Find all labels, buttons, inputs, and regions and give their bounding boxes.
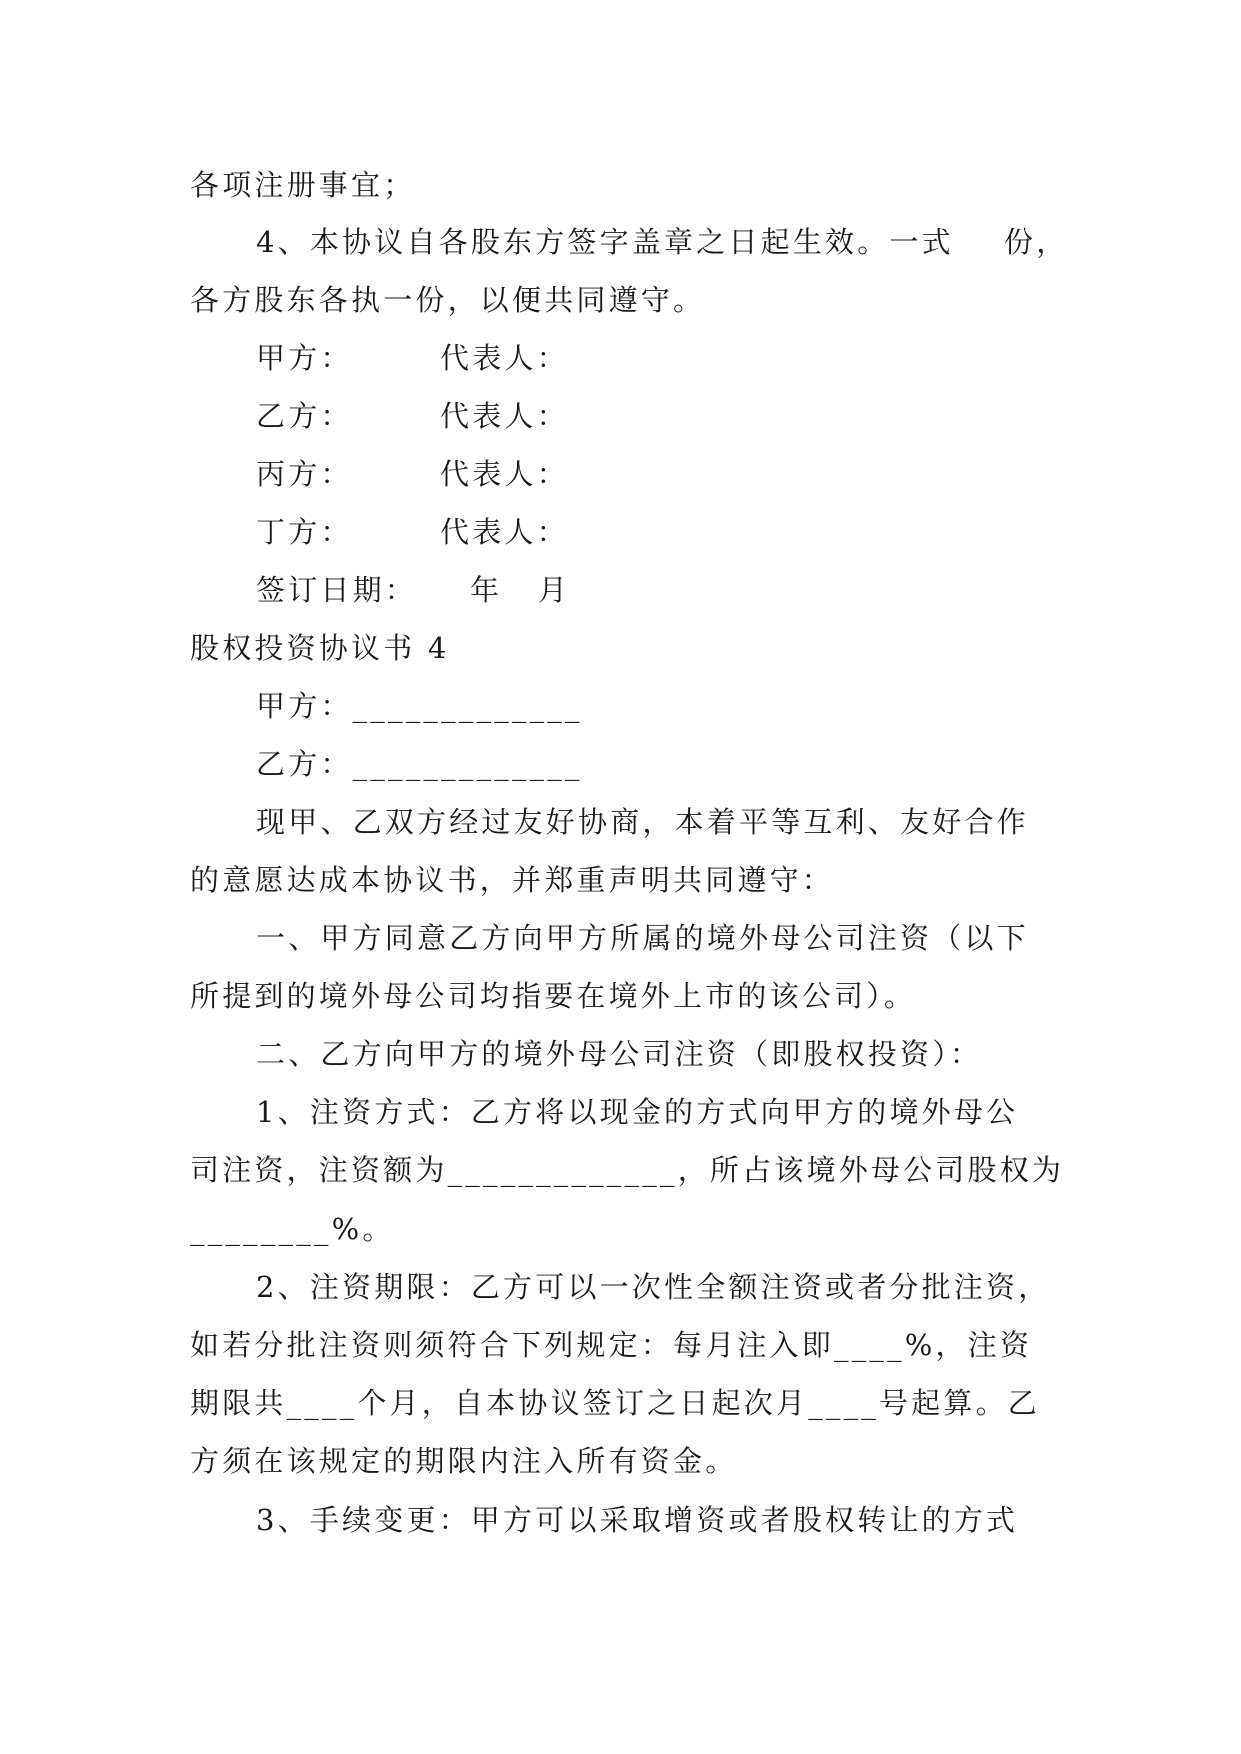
text-line: 各项注册事宜； bbox=[190, 168, 416, 202]
text-line: 的意愿达成本协议书，并郑重声明共同遵守： bbox=[190, 863, 835, 897]
party-b-line: 乙方：_____________ bbox=[256, 747, 583, 781]
text-line: 各方股东各执一份，以便共同遵守。 bbox=[190, 283, 706, 317]
signature-party: 丁方： bbox=[256, 515, 353, 549]
signature-party: 乙方： bbox=[256, 399, 353, 433]
signature-representative: 代表人： bbox=[440, 515, 569, 549]
text-line: ________%。 bbox=[190, 1212, 395, 1246]
text-line: 2、注资期限：乙方可以一次性全额注资或者分批注资， bbox=[256, 1270, 1051, 1304]
signature-representative: 代表人： bbox=[440, 399, 569, 433]
text-line: 方须在该规定的期限内注入所有资金。 bbox=[190, 1444, 738, 1478]
signing-date-label: 签订日期： bbox=[256, 573, 418, 607]
text-line: 现甲、乙双方经过友好协商，本着平等互利、友好合作 bbox=[256, 805, 1029, 839]
text-line: 份， bbox=[1004, 225, 1069, 259]
signature-party: 丙方： bbox=[256, 457, 353, 491]
text-line: 一、甲方同意乙方向甲方所属的境外母公司注资（以下 bbox=[256, 921, 1029, 955]
section-title: 股权投资协议书 4 bbox=[190, 631, 450, 665]
party-a-line: 甲方：_____________ bbox=[256, 689, 583, 723]
signature-representative: 代表人： bbox=[440, 457, 569, 491]
text-line: 二、乙方向甲方的境外母公司注资（即股权投资）： bbox=[256, 1037, 983, 1071]
text-line: 3、手续变更：甲方可以采取增资或者股权转让的方式 bbox=[256, 1503, 1019, 1537]
text-line: 如若分批注资则须符合下列规定：每月注入即____%，注资 bbox=[190, 1328, 1033, 1362]
text-line: 所提到的境外母公司均指要在境外上市的该公司）。 bbox=[190, 979, 917, 1013]
signing-date-year: 年 bbox=[470, 573, 503, 607]
signature-party: 甲方： bbox=[256, 341, 353, 375]
text-line: 4、本协议自各股东方签字盖章之日起生效。一式 bbox=[256, 225, 954, 259]
text-line: 期限共____个月，自本协议签订之日起次月____号起算。乙 bbox=[190, 1386, 1041, 1420]
signing-date-month: 月 bbox=[538, 573, 571, 607]
text-line: 1、注资方式：乙方将以现金的方式向甲方的境外母公 bbox=[256, 1095, 1019, 1129]
signature-representative: 代表人： bbox=[440, 341, 569, 375]
text-line: 司注资，注资额为_____________，所占该境外母公司股权为 bbox=[190, 1153, 1065, 1187]
